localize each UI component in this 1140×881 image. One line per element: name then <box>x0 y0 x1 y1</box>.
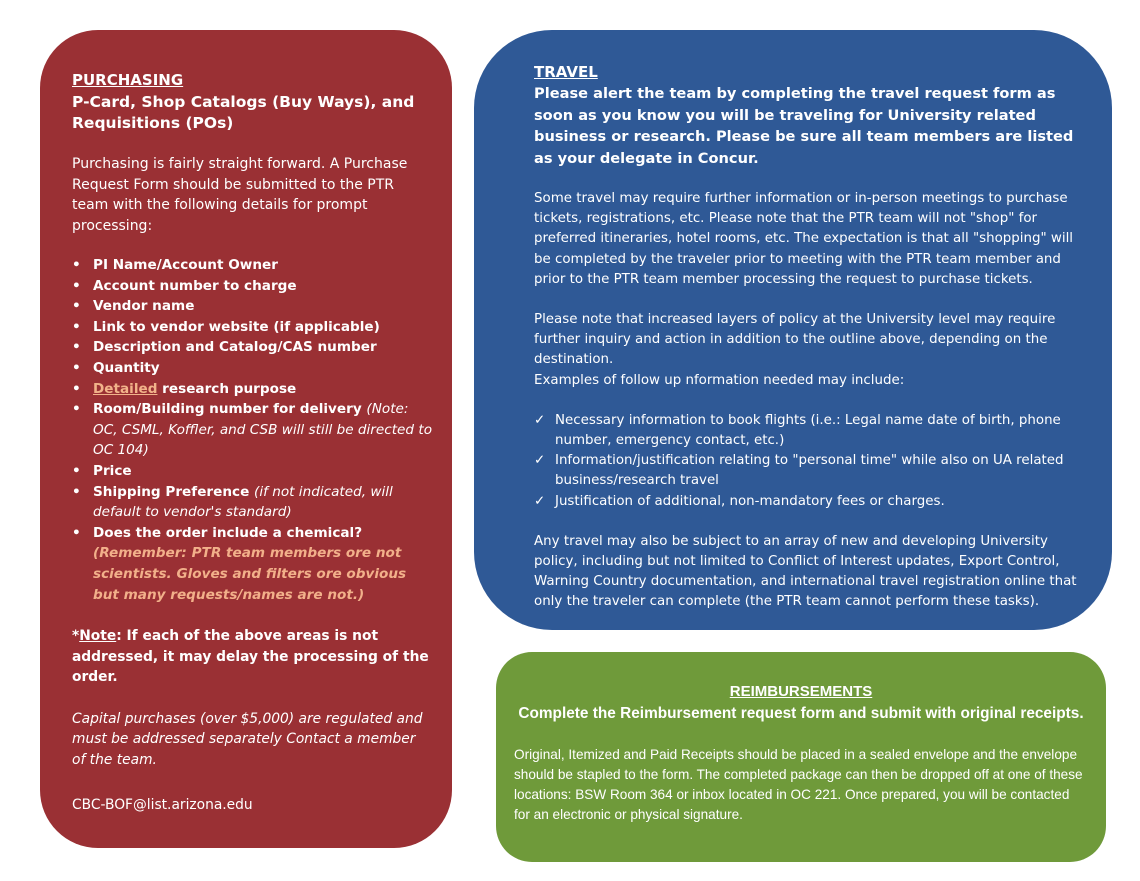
reimbursements-panel <box>496 652 1106 862</box>
item-chemical-label: Does the order include a chemical? <box>93 524 363 541</box>
list-item <box>534 411 1088 451</box>
item-room-label: Room/Building number for delivery <box>93 401 367 418</box>
list-item <box>72 482 432 523</box>
list-item <box>534 492 1088 512</box>
item-room-note: (Note: OC, CSML, Koffler, and CSB will still be directed to OC 104) <box>93 401 433 459</box>
list-item <box>72 523 432 605</box>
item-vendor-link: Link to vendor website (if applicable) <box>93 318 380 335</box>
item-price: Price <box>93 462 132 479</box>
note-prefix: * <box>72 628 80 645</box>
contact-email[interactable]: CBC-BOF@list.arizona.edu <box>72 797 253 814</box>
purchasing-heading: PURCHASING <box>72 71 184 89</box>
follow-up-list <box>534 411 1088 512</box>
list-item <box>72 296 432 317</box>
bullet-icon: • <box>72 318 81 335</box>
travel-lead: Please alert the team by completing the travel request form as soon as you know you will be traveling for University related business or research. Please be sure all team members are listed as your delegate in Concur. <box>534 85 1074 167</box>
list-item <box>72 461 432 482</box>
bullet-icon: • <box>72 524 81 541</box>
travel-paragraph-university-policy: Any travel may also be subject to an array of new and developing University policy, including but not limited to Conflict of Interest updates, Export Control, Warning Country documentation, and international travel registration online that only the traveler can complete (the PTR team cannot perform these tasks). <box>534 533 1077 610</box>
travel-panel <box>474 30 1112 630</box>
bullet-icon: • <box>72 277 81 294</box>
item-shipping-note: (if not indicated, will default to vendor's standard) <box>93 483 393 521</box>
list-item <box>72 255 432 276</box>
list-item <box>72 379 432 400</box>
note-label: Note <box>79 628 117 645</box>
travel-paragraph-examples: Examples of follow up nformation needed may include: <box>534 372 905 388</box>
bullet-icon: • <box>72 298 81 315</box>
item-chemical-note: (Remember: PTR team members ore not scientists. Gloves and filters ore obvious but many requests/names are not.) <box>93 545 407 603</box>
list-item <box>72 399 432 461</box>
list-item <box>72 358 432 379</box>
item-shipping-label: Shipping Preference <box>93 483 255 500</box>
checkmark-icon: ✓ <box>534 493 546 509</box>
purchasing-subheading: P-Card, Shop Catalogs (Buy Ways), and Requisitions (POs) <box>72 93 415 132</box>
check-item-text: Justification of additional, non-mandatory fees or charges. <box>555 493 945 509</box>
item-research-purpose: research purpose <box>157 380 297 397</box>
item-vendor-name: Vendor name <box>93 298 195 315</box>
list-item <box>534 451 1088 491</box>
bullet-icon: • <box>72 462 81 479</box>
bullet-icon: • <box>72 483 81 500</box>
item-account-number: Account number to charge <box>93 277 297 294</box>
travel-paragraph-shopping: Some travel may require further information or in-person meetings to purchase tickets, registrations, etc. Please note that the PTR team will not "shop" for preferred itineraries, hotel rooms, etc. The expectation is that all "shopping" will be completed by the traveler prior to meeting with the PTR team member and prior to the PTR team member processing the request to purchase tickets. <box>534 191 1074 287</box>
check-item-text: Necessary information to book flights (i.e.: Legal name date of birth, phone number, emergency contact, etc.) <box>555 412 1061 449</box>
list-item <box>72 276 432 297</box>
travel-paragraph-policy: Please note that increased layers of policy at the University level may require further inquiry and action in addition to the outline above, depending on the destination. <box>534 312 1056 368</box>
reimbursements-lead: Complete the Reimbursement request form and submit with original receipts. <box>518 705 1084 722</box>
processing-note <box>72 626 432 688</box>
travel-heading: TRAVEL <box>534 63 598 81</box>
bullet-icon: • <box>72 380 81 397</box>
purchase-requirements-list <box>72 255 432 605</box>
reimbursements-heading: REIMBURSEMENTS <box>729 683 873 700</box>
item-quantity: Quantity <box>93 359 160 376</box>
item-description: Description and Catalog/CAS number <box>93 339 377 356</box>
bullet-icon: • <box>72 257 81 273</box>
item-pi-name: PI Name/Account Owner <box>93 257 278 273</box>
capital-purchases-note: Capital purchases (over $5,000) are regulated and must be addressed separately Contact a member of the team. <box>72 710 423 768</box>
reimbursements-body: Original, Itemized and Paid Receipts should be placed in a sealed envelope and the envelope should be stapled to the form. The completed package can then be dropped off at one of these locations: BSW Room 364 or inbox located in OC 221. Once prepared, you will be contacted for an electronic or physical signature. <box>514 747 1083 822</box>
bullet-icon: • <box>72 359 81 376</box>
note-text: : If each of the above areas is not addressed, it may delay the processing of the order. <box>72 628 429 686</box>
purchasing-panel <box>40 30 452 848</box>
purchasing-intro: Purchasing is fairly straight forward. A Purchase Request Form should be submitted to the PTR team with the following details for prompt processing: <box>72 156 408 234</box>
bullet-icon: • <box>72 339 81 356</box>
checkmark-icon: ✓ <box>534 453 546 469</box>
bullet-icon: • <box>72 401 81 418</box>
check-item-text: Information/justification relating to "personal time" while also on UA related business/research travel <box>555 453 1064 489</box>
list-item <box>72 317 432 338</box>
detailed-link[interactable]: Detailed <box>93 380 158 397</box>
checkmark-icon: ✓ <box>534 412 546 428</box>
list-item <box>72 337 432 358</box>
